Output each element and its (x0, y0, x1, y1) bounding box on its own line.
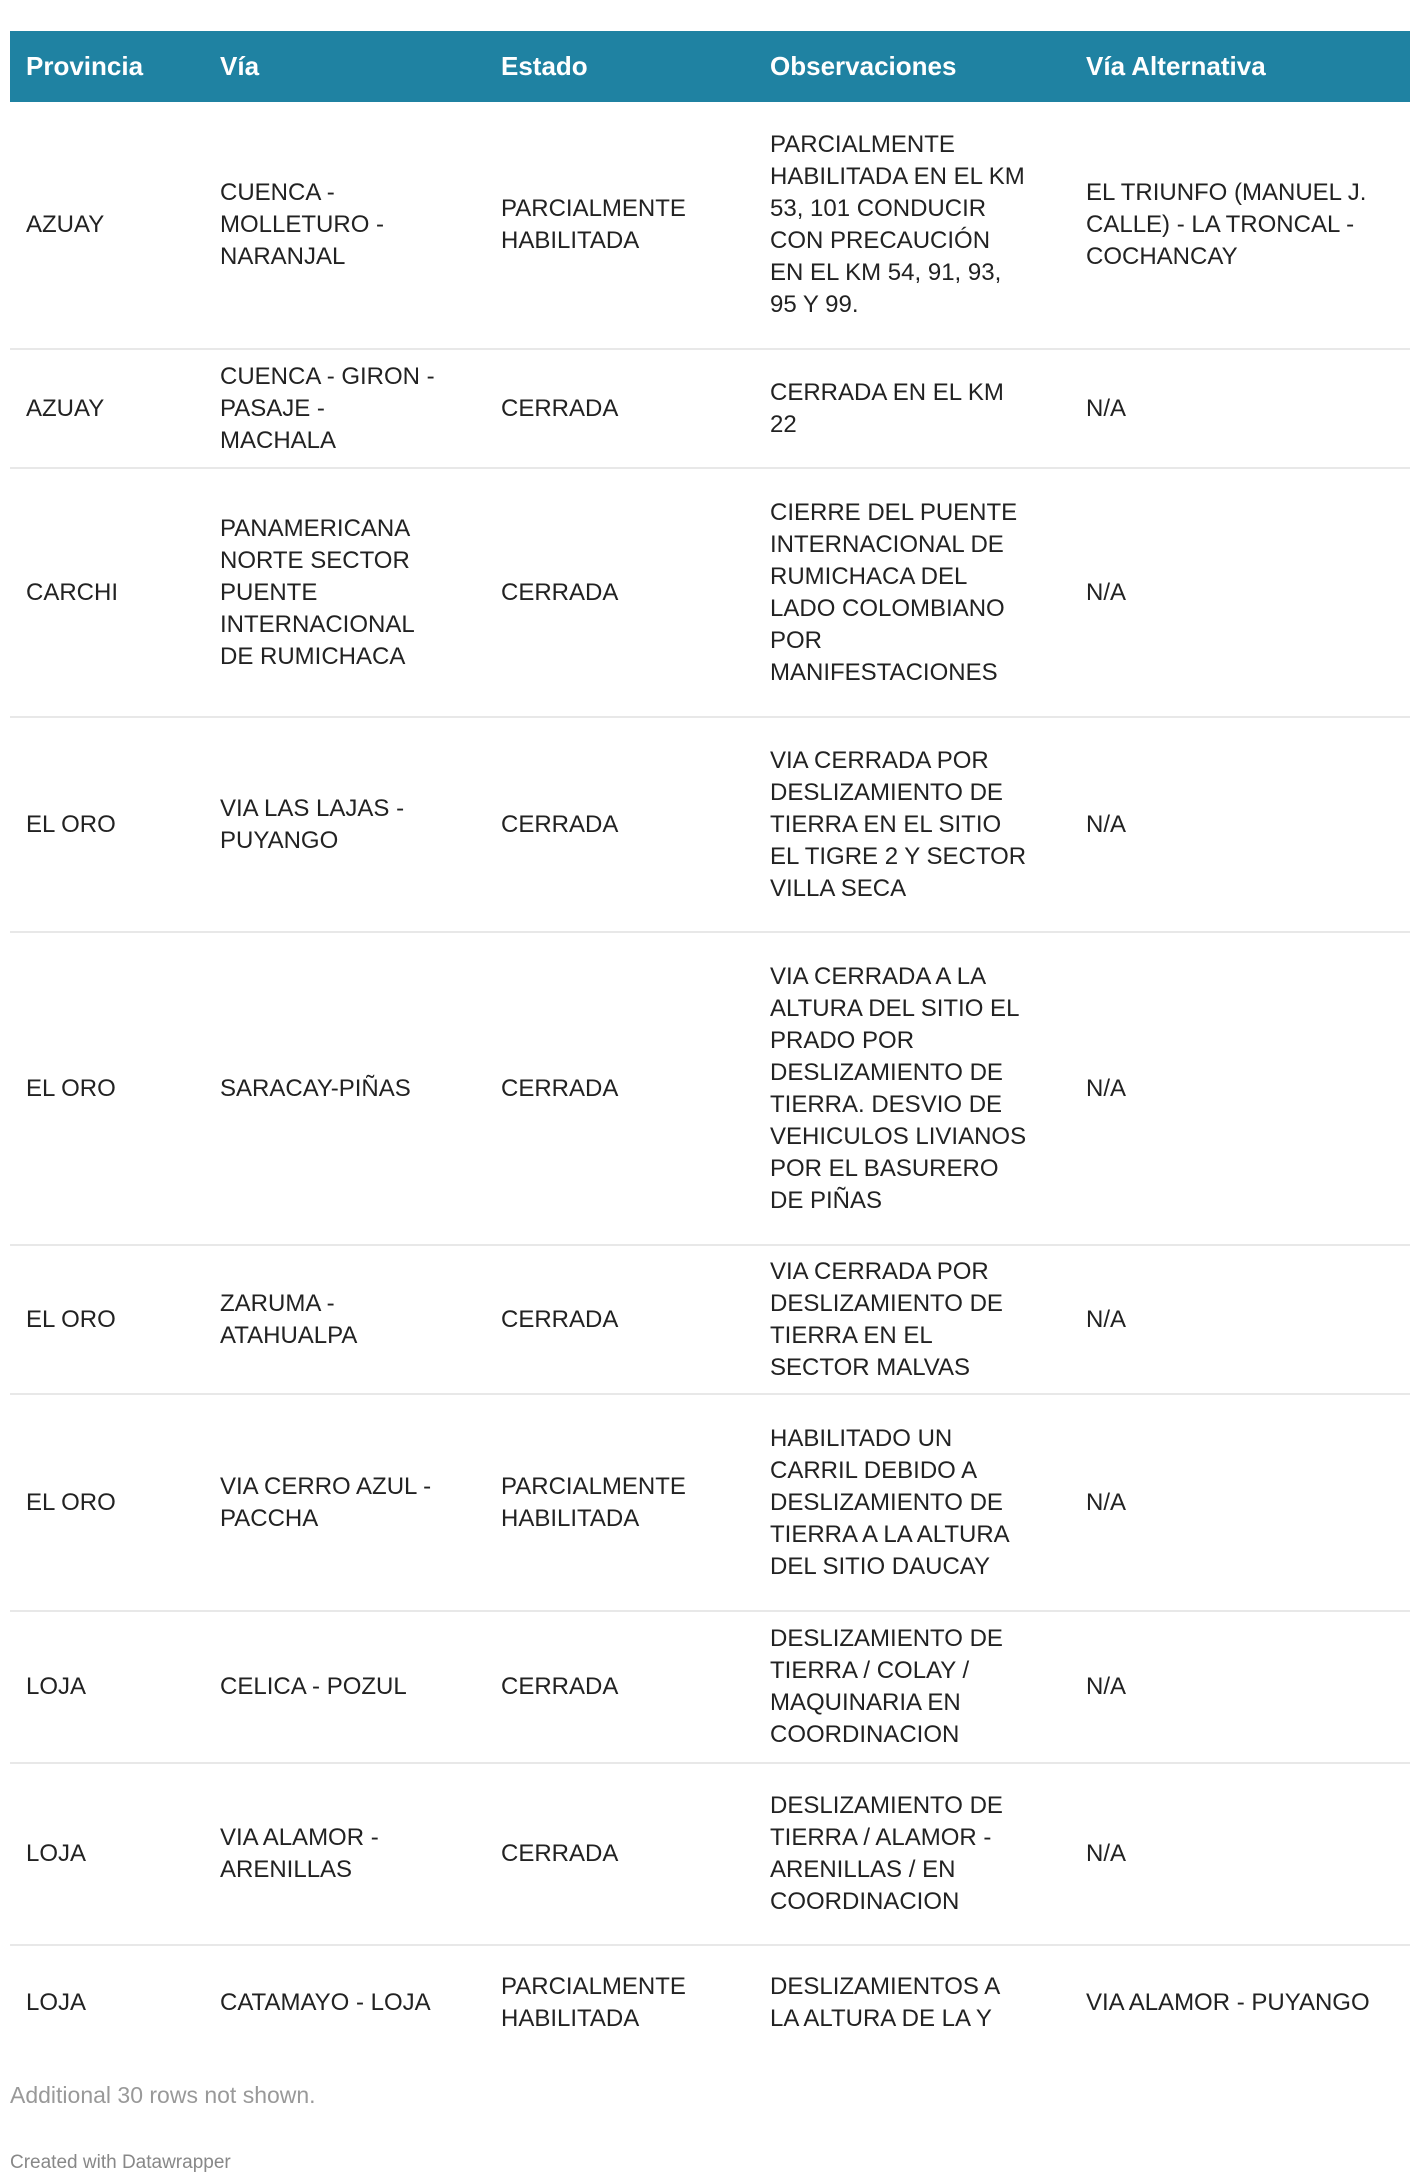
table-row (10, 1945, 1410, 2060)
table-row (10, 1394, 1410, 1611)
cell-provincia: EL ORO (10, 932, 204, 1245)
cell-observaciones: PARCIALMENTE HABILITADA EN EL KM 53, 101 CONDUCIR CON PRECAUCIÓN EN EL KM 54, 91, 93, 95 Y 99. (754, 102, 1070, 349)
cell-via: CUENCA - GIRON -PASAJE - MACHALA (204, 349, 485, 468)
cell-via-alternativa: EL TRIUNFO (MANUEL J. CALLE) - LA TRONCAL - COCHANCAY (1070, 102, 1410, 349)
cell-observaciones: DESLIZAMIENTO DE TIERRA / ALAMOR - ARENILLAS / EN COORDINACION (754, 1763, 1070, 1945)
cell-observaciones: VIA CERRADA POR DESLIZAMIENTO DE TIERRA EN EL SECTOR MALVAS (754, 1245, 1070, 1394)
cell-via: CELICA - POZUL (204, 1611, 485, 1763)
cell-via-alternativa: N/A (1070, 1763, 1410, 1945)
additional-rows-note: Additional 30 rows not shown. (10, 2082, 316, 2108)
cell-provincia: EL ORO (10, 717, 204, 932)
cell-estado: CERRADA (485, 932, 754, 1245)
cell-estado: CERRADA (485, 468, 754, 717)
table-body (10, 102, 1410, 2060)
cell-estado: CERRADA (485, 1763, 754, 1945)
cell-provincia: LOJA (26, 1989, 87, 2016)
cell-observaciones: CERRADA EN EL KM 22 (754, 349, 1070, 468)
cell-estado: PARCIALMENTE HABILITADA (501, 1973, 686, 2032)
cell-via: ZARUMA - ATAHUALPA (204, 1245, 485, 1394)
cell-observaciones: HABILITADO UN CARRIL DEBIDO A DESLIZAMIENTO DE TIERRA A LA ALTURA DEL SITIO DAUCAY (754, 1394, 1070, 1611)
cell-provincia: EL ORO (10, 1245, 204, 1394)
cell-observaciones: CIERRE DEL PUENTE INTERNACIONAL DE RUMICHACA DEL LADO COLOMBIANO POR MANIFESTACIONES (754, 468, 1070, 717)
cell-observaciones: VIA CERRADA POR DESLIZAMIENTO DE TIERRA EN EL SITIO EL TIGRE 2 Y SECTOR VILLA SECA (754, 717, 1070, 932)
cell-observaciones: DESLIZAMIENTO DE TIERRA / COLAY / MAQUINARIA EN COORDINACION (754, 1611, 1070, 1763)
table-row (10, 932, 1410, 1245)
table-row (10, 349, 1410, 468)
cell-via-alternativa: N/A (1070, 717, 1410, 932)
table-row (10, 468, 1410, 717)
cell-estado: PARCIALMENTE HABILITADA (485, 102, 754, 349)
column-header-observaciones[interactable]: Observaciones (770, 51, 957, 81)
cell-estado: CERRADA (485, 349, 754, 468)
cell-via: VIA CERRO AZUL - PACCHA (204, 1394, 485, 1611)
cell-provincia: AZUAY (10, 349, 204, 468)
table-row (10, 1245, 1410, 1394)
cell-provincia: LOJA (10, 1611, 204, 1763)
table-row (10, 717, 1410, 932)
cell-via: SARACAY-PIÑAS (204, 932, 485, 1245)
column-header-provincia[interactable]: Provincia (26, 51, 144, 81)
cell-via-alternativa: VIA ALAMOR - PUYANGO (1086, 1989, 1370, 2016)
cell-via: CUENCA - MOLLETURO - NARANJAL (204, 102, 485, 349)
cell-via-alternativa: N/A (1070, 1394, 1410, 1611)
column-header-via[interactable]: Vía (220, 51, 260, 81)
cell-provincia: AZUAY (10, 102, 204, 349)
roads-table-container (10, 31, 1370, 2060)
cell-estado: CERRADA (485, 1611, 754, 1763)
cell-via-alternativa: N/A (1070, 932, 1410, 1245)
cell-via-alternativa: N/A (1070, 468, 1410, 717)
cell-via-alternativa: N/A (1070, 1611, 1410, 1763)
cell-provincia: EL ORO (10, 1394, 204, 1611)
table-row (10, 1611, 1410, 1763)
cell-via: CATAMAYO - LOJA (220, 1989, 431, 2016)
roads-status-table (10, 31, 1410, 2060)
cell-via-alternativa: N/A (1070, 1245, 1410, 1394)
cell-estado: PARCIALMENTE HABILITADA (485, 1394, 754, 1611)
column-header-via-alternativa[interactable]: Vía Alternativa (1086, 51, 1266, 81)
cell-observaciones: VIA CERRADA A LA ALTURA DEL SITIO EL PRADO POR DESLIZAMIENTO DE TIERRA. DESVIO DE VEHICULOS LIVIANOS POR EL BASURERO DE PIÑAS (754, 932, 1070, 1245)
cell-via: VIA LAS LAJAS - PUYANGO (204, 717, 485, 932)
datawrapper-credit[interactable]: Created with Datawrapper (10, 2152, 231, 2173)
cell-via: VIA ALAMOR - ARENILLAS (204, 1763, 485, 1945)
cell-provincia: CARCHI (10, 468, 204, 717)
table-header (10, 31, 1410, 102)
cell-observaciones: DESLIZAMIENTOS A LA ALTURA DE LA Y (770, 1973, 999, 2032)
table-row (10, 1763, 1410, 1945)
cell-via-alternativa: N/A (1070, 349, 1410, 468)
cell-estado: CERRADA (485, 1245, 754, 1394)
cell-provincia: LOJA (10, 1763, 204, 1945)
cell-estado: CERRADA (485, 717, 754, 932)
table-row (10, 102, 1410, 349)
cell-via: PANAMERICANA NORTE SECTOR PUENTE INTERNACIONAL DE RUMICHACA (204, 468, 485, 717)
column-header-estado[interactable]: Estado (501, 51, 588, 81)
